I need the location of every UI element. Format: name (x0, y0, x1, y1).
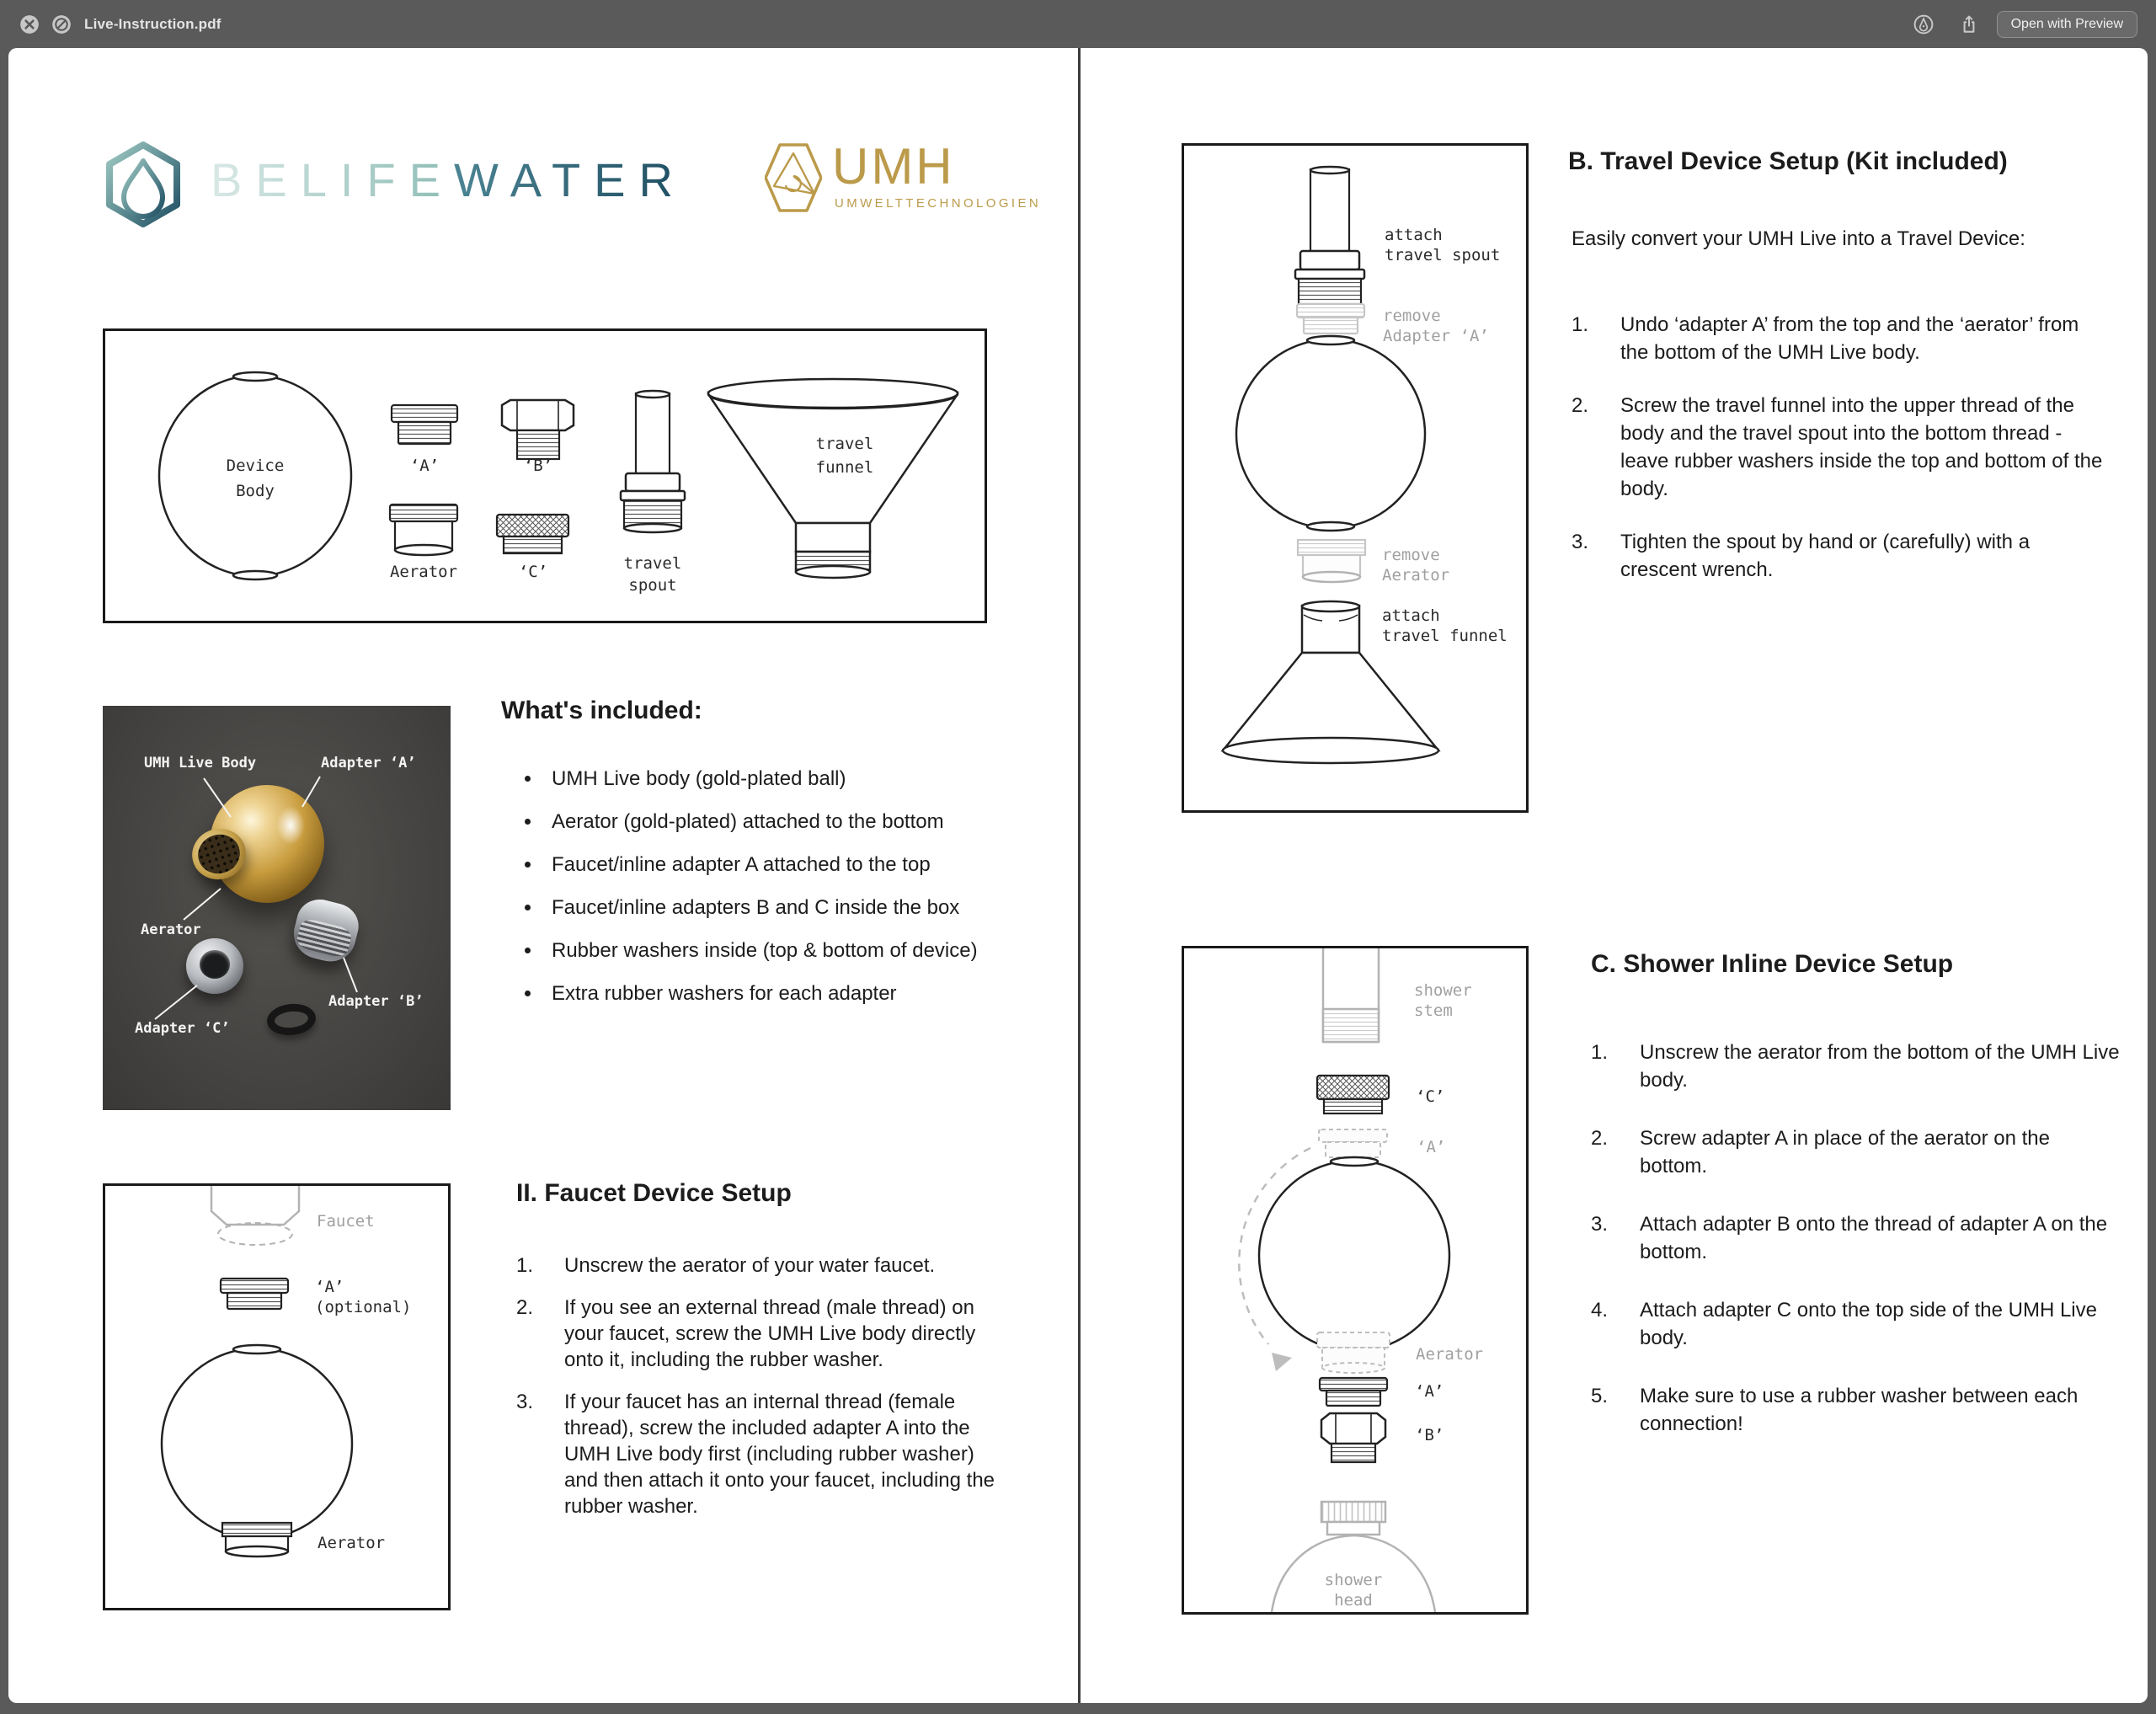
list-item: Extra rubber washers for each adapter (501, 980, 1057, 1007)
travel-spout-drawing (621, 391, 685, 595)
faucet-setup-heading: II. Faucet Device Setup (516, 1179, 792, 1207)
svg-text:Aerator: Aerator (1382, 566, 1450, 585)
svg-text:Aerator: Aerator (1416, 1345, 1484, 1364)
umh-logo-icon (765, 142, 822, 213)
adapter-b-drawing (502, 400, 574, 475)
svg-text:travel funnel: travel funnel (1382, 627, 1508, 645)
belife-wordmark (211, 152, 686, 207)
parts-overview-box (103, 328, 987, 623)
svg-text:Faucet: Faucet (317, 1212, 375, 1231)
svg-text:Adapter ‘A’: Adapter ‘A’ (1383, 327, 1489, 345)
adapter-a-top-drawing (1319, 1129, 1445, 1157)
shower-diagram-box (1182, 946, 1529, 1615)
svg-text:Device: Device (226, 457, 285, 475)
body-drawing (162, 1345, 352, 1539)
belife-logo-icon (103, 141, 184, 228)
svg-text:travel: travel (623, 554, 682, 573)
list-item: Faucet/inline adapters B and C inside the box (501, 894, 1057, 921)
svg-text:‘A’: ‘A’ (315, 1278, 344, 1296)
step: 1. Unscrew the aerator from the bottom of the UMH Live body. (1591, 1041, 2120, 1092)
document-page (8, 48, 2148, 1703)
faucet-diagram-box (103, 1183, 451, 1610)
step: 2. If you see an external thread (male thread) on your faucet, screw the UMH Live body directly onto it, including the rubber washer. (516, 1296, 976, 1371)
svg-text:remove: remove (1382, 546, 1440, 564)
page-divider (1078, 48, 1081, 1703)
whats-included-heading: What's included: (501, 697, 702, 724)
shower-setup-heading: C. Shower Inline Device Setup (1591, 950, 1954, 978)
svg-text:‘C’: ‘C’ (518, 563, 548, 581)
faucet-setup-steps (516, 1252, 1013, 1535)
travel-funnel-drawing (708, 379, 958, 578)
step: 2. Screw the travel funnel into the upper thread of the body and the travel spout into the bottom thread - leave rubber washers inside the top and bottom of the body. (1572, 394, 2103, 500)
step: 3. If your faucet has an internal thread (female thread), screw the included adapter A into the UMH Live body first (including rubber washer) and then attach it onto your faucet, including the rubber washer. (516, 1391, 995, 1518)
svg-text:stem: stem (1414, 1001, 1453, 1020)
adapter-a-drawing (221, 1278, 411, 1316)
travel-setup-heading: B. Travel Device Setup (Kit included) (1568, 147, 2008, 175)
svg-text:funnel: funnel (815, 458, 874, 477)
svg-text:remove: remove (1383, 307, 1441, 325)
adapter-c-drawing (1317, 1076, 1444, 1113)
travel-setup-steps (1572, 311, 2119, 609)
svg-text:head: head (1334, 1591, 1373, 1610)
umh-logo-subtitle: UMWELTTECHNOLOGIEN (835, 196, 1042, 211)
faucet-drawing (211, 1186, 375, 1245)
svg-text:‘A’: ‘A’ (409, 457, 440, 475)
travel-spout-drawing (1295, 167, 1500, 313)
svg-text:‘A’: ‘A’ (1415, 1382, 1444, 1401)
step: 2. Screw adapter A in place of the aerator on the bottom. (1591, 1127, 2050, 1177)
titlebar (0, 0, 2156, 48)
belife-word-belife: BELIFE (211, 153, 454, 206)
travel-diagram-box (1182, 143, 1529, 813)
aerator-drawing (222, 1523, 385, 1556)
svg-text:travel spout: travel spout (1385, 246, 1501, 264)
adapter-c-drawing (497, 515, 568, 581)
step: 3. Attach adapter B onto the thread of adapter A on the bottom. (1591, 1213, 2108, 1263)
photo-label-adapter-b: Adapter ‘B’ (328, 993, 424, 1010)
shower-stem-drawing (1323, 948, 1472, 1042)
photo-label-body: UMH Live Body (144, 755, 257, 772)
product-photo (103, 706, 451, 1110)
belife-word-water: WATER (453, 153, 686, 206)
svg-text:shower: shower (1414, 981, 1472, 1000)
close-icon[interactable] (19, 13, 40, 35)
step: 4. Attach adapter C onto the top side of the UMH Live body. (1591, 1299, 2097, 1349)
share-icon[interactable] (1958, 13, 1980, 35)
adapter-a-bottom-drawing (1320, 1378, 1444, 1406)
photo-label-adapter-a: Adapter ‘A’ (321, 755, 416, 772)
aerator-drawing (390, 505, 457, 581)
shower-setup-steps (1591, 1039, 2130, 1468)
svg-text:spout: spout (628, 576, 677, 595)
open-with-preview-button[interactable]: Open with Preview (1997, 11, 2137, 38)
svg-text:attach: attach (1385, 226, 1443, 244)
travel-funnel-drawing (1223, 601, 1508, 763)
umh-logo-name: UMH (832, 138, 955, 195)
photo-label-adapter-c: Adapter ‘C’ (135, 1020, 230, 1037)
step: 5. Make sure to use a rubber washer between each connection! (1591, 1385, 2079, 1435)
svg-text:Aerator: Aerator (318, 1534, 386, 1552)
svg-text:‘C’: ‘C’ (1416, 1087, 1445, 1106)
adapter-b-drawing (1321, 1413, 1444, 1462)
markup-icon[interactable] (1913, 13, 1935, 35)
travel-setup-intro: Easily convert your UMH Live into a Travel Device: (1572, 227, 2025, 250)
svg-text:travel: travel (815, 435, 874, 453)
prohibit-icon[interactable] (51, 13, 72, 35)
step: 3. Tighten the spout by hand or (carefully) with a crescent wrench. (1572, 531, 2031, 581)
whats-included-list (501, 766, 1057, 1023)
body-drawing (1236, 336, 1425, 531)
adapter-a-drawing (392, 405, 457, 475)
svg-text:(optional): (optional) (315, 1298, 412, 1316)
photo-label-aerator: Aerator (141, 921, 201, 938)
svg-text:‘A’: ‘A’ (1417, 1138, 1446, 1156)
step: 1. Unscrew the aerator of your water faucet. (516, 1254, 936, 1277)
window-title: Live-Instruction.pdf (84, 15, 221, 32)
shower-head-drawing (1272, 1502, 1435, 1612)
list-item: Aerator (gold-plated) attached to the bottom (501, 809, 1057, 835)
svg-text:Body: Body (236, 482, 275, 500)
svg-text:attach: attach (1382, 606, 1440, 625)
step: 1. Undo ‘adapter A’ from the top and the ‘aerator’ from the bottom of the UMH Live body. (1572, 313, 2079, 364)
list-item: Faucet/inline adapter A attached to the top (501, 852, 1057, 878)
svg-text:‘B’: ‘B’ (1415, 1426, 1444, 1444)
aerator-drawing (1298, 540, 1449, 585)
svg-text:shower: shower (1324, 1571, 1383, 1589)
list-item: UMH Live body (gold-plated ball) (501, 766, 1057, 792)
body-drawing (1259, 1157, 1449, 1354)
device-body-drawing (159, 372, 351, 579)
svg-text:Aerator: Aerator (389, 563, 458, 581)
svg-text:‘B’: ‘B’ (523, 457, 553, 475)
list-item: Rubber washers inside (top & bottom of device) (501, 937, 1057, 964)
